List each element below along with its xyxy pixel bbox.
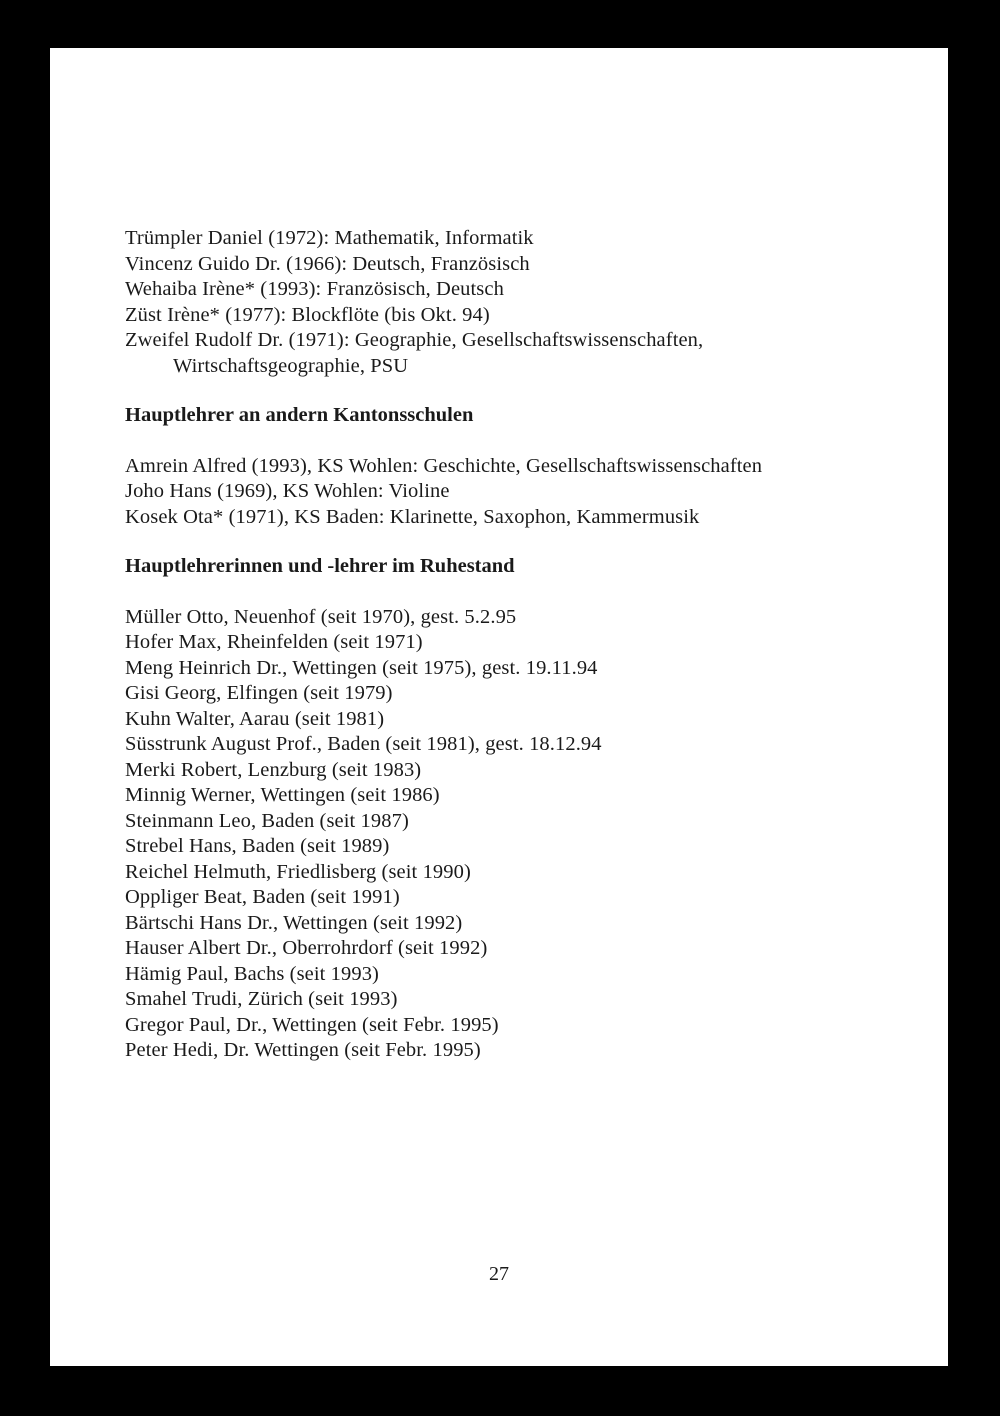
list-item: Trümpler Daniel (1972): Mathematik, Informatik bbox=[125, 227, 534, 249]
list-item: Vincenz Guido Dr. (1966): Deutsch, Französisch bbox=[125, 252, 530, 275]
list-item-continuation: Wirtschaftsgeographie, PSU bbox=[173, 354, 409, 377]
list-item: Smahel Trudi, Zürich (seit 1993) bbox=[125, 988, 398, 1010]
list-item: Steinmann Leo, Baden (seit 1987) bbox=[125, 809, 409, 832]
list-item: Süsstrunk August Prof., Baden (seit 1981), gest. 18.12.94 bbox=[125, 733, 602, 755]
list-item: Merki Robert, Lenzburg (seit 1983) bbox=[125, 758, 422, 781]
list-item: Wehaiba Irène* (1993): Französisch, Deutsch bbox=[125, 278, 504, 300]
list-item: Gisi Georg, Elfingen (seit 1979) bbox=[125, 682, 393, 704]
list-item: Oppliger Beat, Baden (seit 1991) bbox=[125, 886, 400, 908]
other-schools-list bbox=[125, 454, 925, 531]
list-item: Meng Heinrich Dr., Wettingen (seit 1975), gest. 19.11.94 bbox=[125, 656, 598, 679]
list-item: Kosek Ota* (1971), KS Baden: Klarinette, Saxophon, Kammermusik bbox=[125, 505, 700, 528]
list-item: Müller Otto, Neuenhof (seit 1970), gest. 5.2.95 bbox=[125, 605, 517, 628]
list-item: Züst Irène* (1977): Blockflöte (bis Okt. 94) bbox=[125, 303, 490, 326]
document-page bbox=[50, 48, 948, 1366]
list-item: Hämig Paul, Bachs (seit 1993) bbox=[125, 962, 379, 985]
list-item: Hofer Max, Rheinfelden (seit 1971) bbox=[125, 631, 423, 653]
list-item: Bärtschi Hans Dr., Wettingen (seit 1992) bbox=[125, 911, 463, 934]
section-heading-retired: Hauptlehrerinnen und -lehrer im Ruhestand bbox=[125, 555, 515, 577]
page-content bbox=[125, 226, 925, 1064]
list-item: Kuhn Walter, Aarau (seit 1981) bbox=[125, 707, 385, 730]
list-item: Zweifel Rudolf Dr. (1971): Geographie, Gesellschaftswissenschaften, bbox=[125, 329, 704, 351]
section-heading-other-schools: Hauptlehrer an andern Kantonsschulen bbox=[125, 404, 474, 426]
page-number: 27 bbox=[489, 1263, 509, 1285]
list-item: Reichel Helmuth, Friedlisberg (seit 1990) bbox=[125, 860, 471, 883]
list-item: Minnig Werner, Wettingen (seit 1986) bbox=[125, 784, 440, 806]
teacher-list-continued bbox=[125, 226, 925, 379]
list-item: Peter Hedi, Dr. Wettingen (seit Febr. 1995) bbox=[125, 1039, 481, 1061]
list-item: Gregor Paul, Dr., Wettingen (seit Febr. 1995) bbox=[125, 1013, 499, 1036]
list-item: Hauser Albert Dr., Oberrohrdorf (seit 1992) bbox=[125, 937, 488, 959]
list-item: Joho Hans (1969), KS Wohlen: Violine bbox=[125, 480, 450, 502]
retired-list bbox=[125, 605, 925, 1064]
list-item: Strebel Hans, Baden (seit 1989) bbox=[125, 835, 390, 857]
list-item: Amrein Alfred (1993), KS Wohlen: Geschichte, Gesellschaftswissenschaften bbox=[125, 454, 763, 477]
